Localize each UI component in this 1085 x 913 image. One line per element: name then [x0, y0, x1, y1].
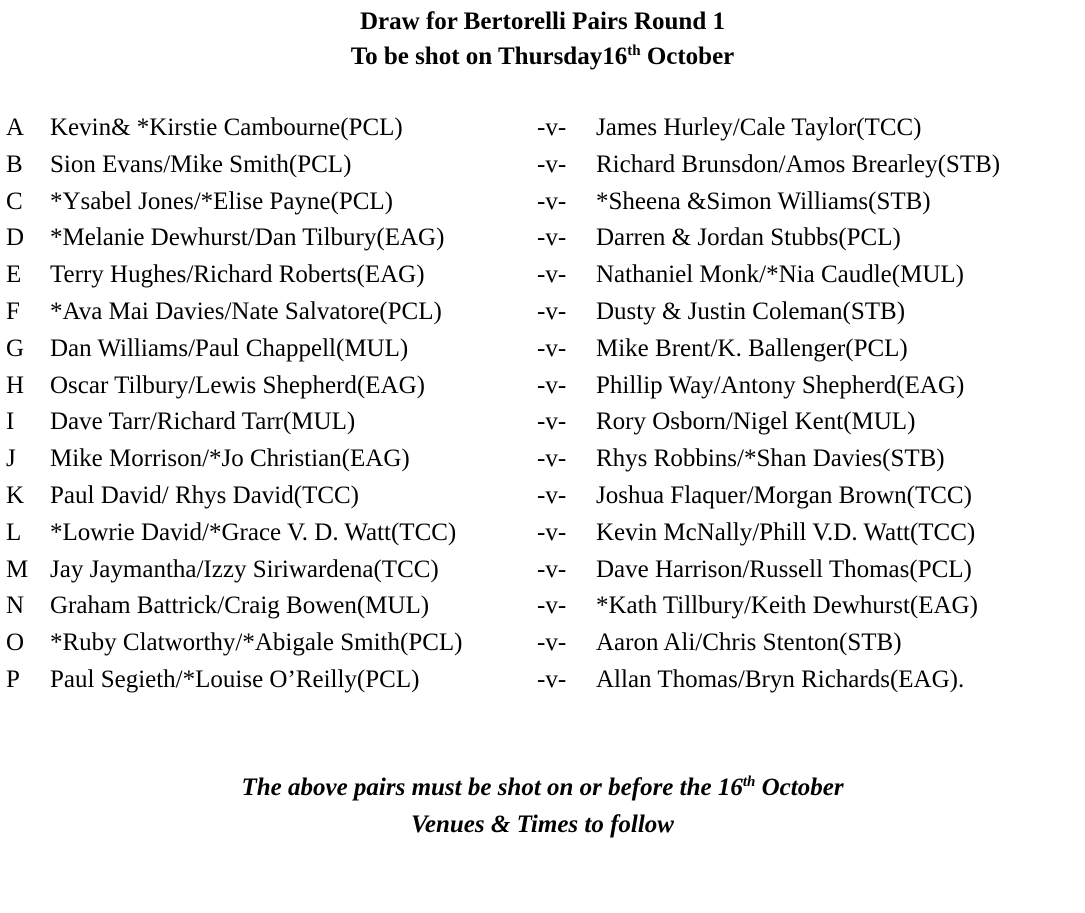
deadline-ordinal: th	[742, 774, 756, 790]
home-pair: Dave Tarr/Richard Tarr(MUL)	[50, 408, 356, 436]
document-header	[0, 4, 1085, 74]
home-pair: *Ysabel Jones/*Elise Payne(PCL)	[50, 187, 394, 215]
subtitle-suffix: October	[640, 43, 735, 70]
home-pair: *Ruby Clatworthy/*Abigale Smith(PCL)	[50, 629, 463, 657]
versus-label: -v-	[537, 592, 567, 620]
home-pair: Paul Segieth/*Louise O’Reilly(PCL)	[50, 665, 420, 693]
subtitle-ordinal: th	[627, 43, 641, 59]
draw-row	[0, 662, 1085, 699]
away-pair: Darren & Jordan Stubbs(PCL)	[596, 224, 901, 252]
away-pair: Mike Brent/K. Ballenger(PCL)	[596, 334, 908, 362]
home-pair: *Lowrie David/*Grace V. D. Watt(TCC)	[50, 518, 457, 546]
draw-row	[0, 368, 1085, 405]
document-footer	[0, 769, 1085, 843]
away-pair: Rhys Robbins/*Shan Davies(STB)	[596, 445, 945, 473]
versus-label: -v-	[537, 297, 567, 325]
draw-row	[0, 441, 1085, 478]
away-pair: *Kath Tillbury/Keith Dewhurst(EAG)	[596, 592, 978, 620]
versus-label: -v-	[537, 261, 567, 289]
draw-row	[0, 552, 1085, 589]
versus-label: -v-	[537, 518, 567, 546]
draw-letter: F	[6, 297, 20, 325]
versus-label: -v-	[537, 445, 567, 473]
page-subtitle	[0, 39, 1085, 74]
home-pair: Jay Jaymantha/Izzy Siriwardena(TCC)	[50, 555, 439, 583]
away-pair: Kevin McNally/Phill V.D. Watt(TCC)	[596, 518, 976, 546]
draw-letter: H	[6, 371, 25, 399]
draw-row	[0, 294, 1085, 331]
draw-letter: M	[6, 555, 29, 583]
draw-letter: J	[6, 445, 16, 473]
home-pair: Paul David/ Rhys David(TCC)	[50, 481, 360, 509]
home-pair: Graham Battrick/Craig Bowen(MUL)	[50, 592, 430, 620]
draw-row	[0, 184, 1085, 221]
versus-label: -v-	[537, 150, 567, 178]
home-pair: Mike Morrison/*Jo Christian(EAG)	[50, 445, 410, 473]
versus-label: -v-	[537, 371, 567, 399]
subtitle-prefix: To be shot on Thursday16	[350, 43, 628, 70]
home-pair: *Ava Mai Davies/Nate Salvatore(PCL)	[50, 297, 442, 325]
home-pair: Oscar Tilbury/Lewis Shepherd(EAG)	[50, 371, 425, 399]
draw-letter: P	[6, 665, 20, 693]
away-pair: Dusty & Justin Coleman(STB)	[596, 297, 906, 325]
deadline-note	[0, 769, 1085, 806]
away-pair: Richard Brunsdon/Amos Brearley(STB)	[596, 150, 1001, 178]
deadline-prefix: The above pairs must be shot on or before the 16	[241, 774, 743, 801]
home-pair: *Melanie Dewhurst/Dan Tilbury(EAG)	[50, 224, 445, 252]
draw-row	[0, 147, 1085, 184]
draw-letter: O	[6, 629, 25, 657]
draw-letter: K	[6, 481, 25, 509]
versus-label: -v-	[537, 187, 567, 215]
away-pair: Rory Osborn/Nigel Kent(MUL)	[596, 408, 916, 436]
versus-label: -v-	[537, 408, 567, 436]
deadline-suffix: October	[755, 774, 844, 801]
away-pair: Nathaniel Monk/*Nia Caudle(MUL)	[596, 261, 964, 289]
draw-row	[0, 331, 1085, 368]
draw-list	[0, 110, 1085, 699]
draw-letter: D	[6, 224, 25, 252]
draw-letter: I	[6, 408, 15, 436]
away-pair: Joshua Flaquer/Morgan Brown(TCC)	[596, 481, 972, 509]
home-pair: Dan Williams/Paul Chappell(MUL)	[50, 334, 409, 362]
draw-row	[0, 404, 1085, 441]
draw-letter: C	[6, 187, 23, 215]
home-pair: Terry Hughes/Richard Roberts(EAG)	[50, 261, 425, 289]
versus-label: -v-	[537, 114, 567, 141]
draw-letter: A	[6, 114, 25, 141]
home-pair: Sion Evans/Mike Smith(PCL)	[50, 150, 352, 178]
draw-row	[0, 110, 1085, 147]
versus-label: -v-	[537, 665, 567, 693]
away-pair: Dave Harrison/Russell Thomas(PCL)	[596, 555, 972, 583]
draw-row	[0, 588, 1085, 625]
versus-label: -v-	[537, 334, 567, 362]
versus-label: -v-	[537, 224, 567, 252]
versus-label: -v-	[537, 629, 567, 657]
home-pair: Kevin& *Kirstie Cambourne(PCL)	[50, 114, 403, 141]
versus-label: -v-	[537, 481, 567, 509]
away-pair: Aaron Ali/Chris Stenton(STB)	[596, 629, 902, 657]
draw-row	[0, 478, 1085, 515]
draw-row	[0, 515, 1085, 552]
draw-letter: G	[6, 334, 25, 362]
versus-label: -v-	[537, 555, 567, 583]
away-pair: Phillip Way/Antony Shepherd(EAG)	[596, 371, 965, 399]
away-pair: Allan Thomas/Bryn Richards(EAG).	[596, 665, 965, 693]
away-pair: James Hurley/Cale Taylor(TCC)	[596, 114, 922, 141]
draw-letter: E	[6, 261, 22, 289]
draw-row	[0, 257, 1085, 294]
page-title: Draw for Bertorelli Pairs Round 1	[359, 8, 725, 35]
draw-letter: L	[6, 518, 22, 546]
draw-letter: B	[6, 150, 23, 178]
away-pair: *Sheena &Simon Williams(STB)	[596, 187, 931, 215]
draw-row	[0, 220, 1085, 257]
venues-note: Venues & Times to follow	[411, 811, 674, 838]
draw-row	[0, 625, 1085, 662]
draw-letter: N	[6, 592, 25, 620]
